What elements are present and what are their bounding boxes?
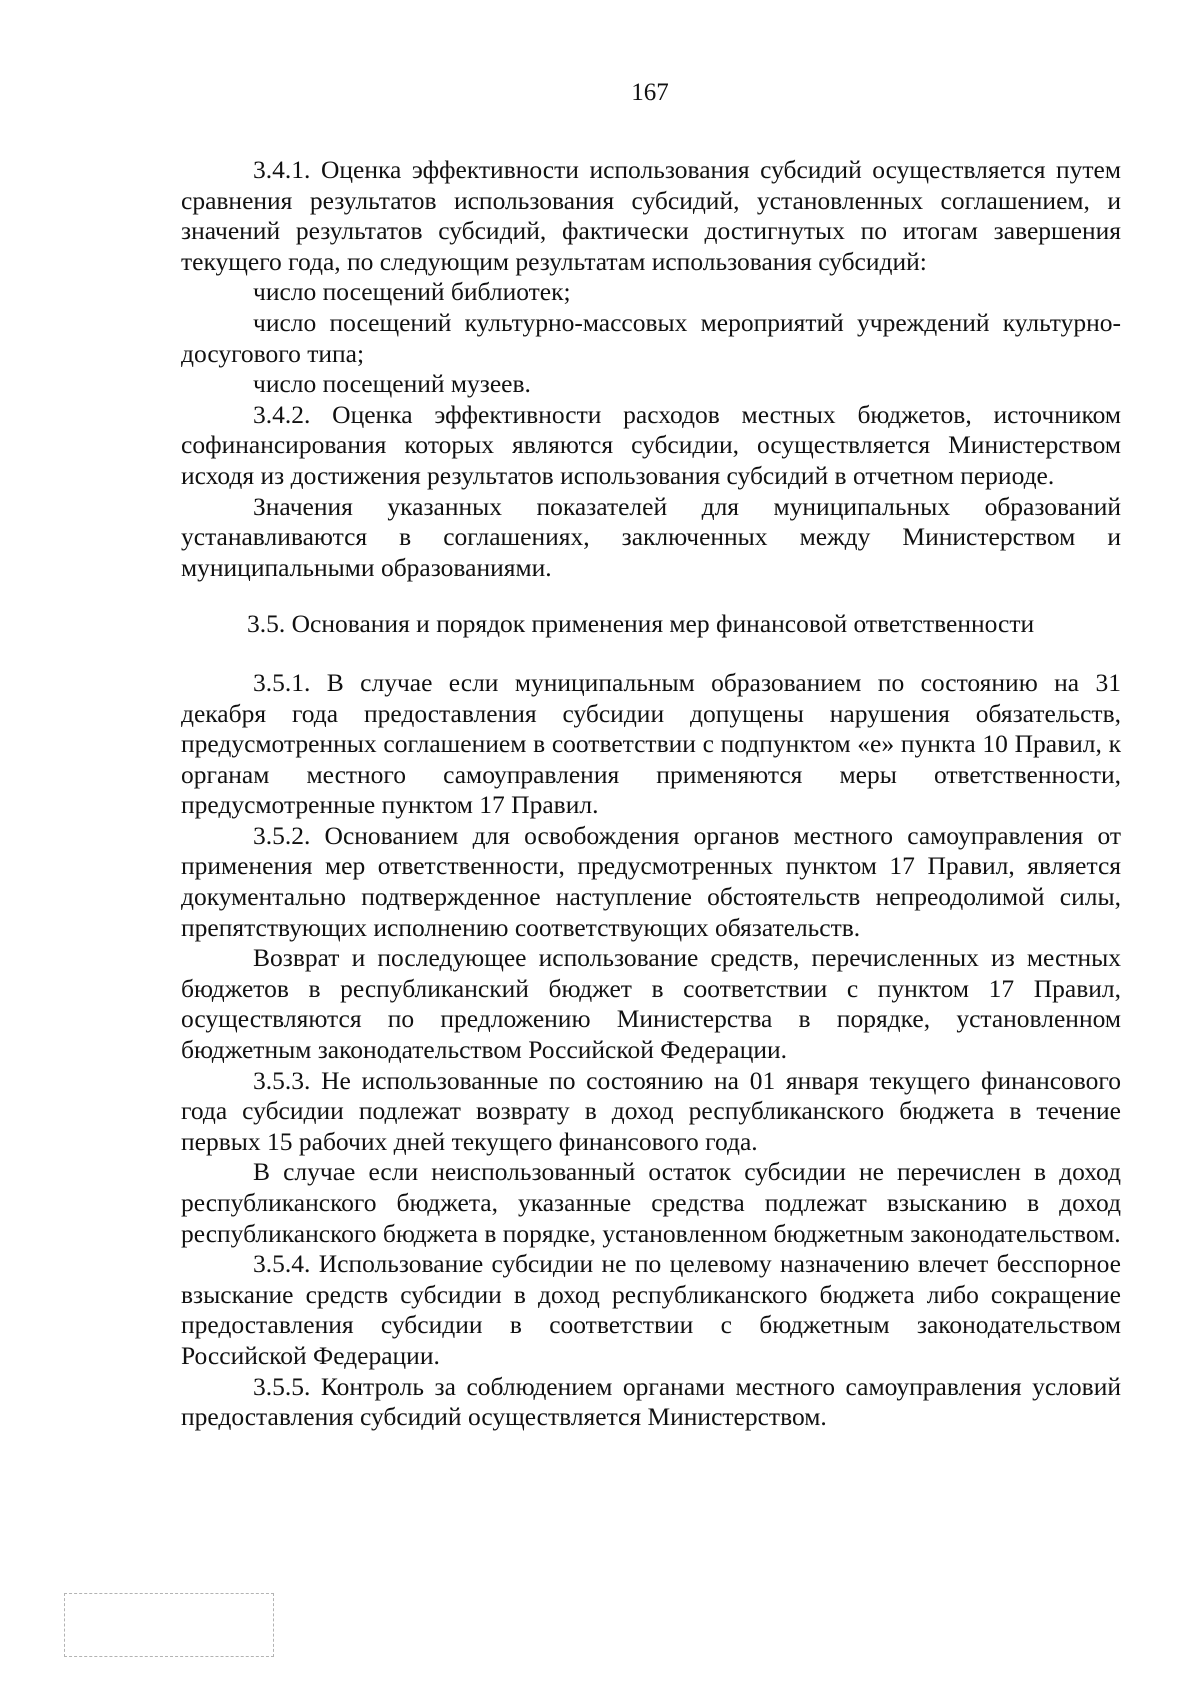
paragraph-3-4-2: 3.4.2. Оценка эффективности расходов местных бюджетов, источником софинансирования которых являются субсидии, осуществляется Министерством исходя из достижения результатов использования субсидий в отчетном периоде. [181, 399, 1121, 490]
paragraph-3-5-2-return: Возврат и последующее использование средств, перечисленных из местных бюджетов в республиканский бюджет в соответствии с пунктом 17 Правил, осуществляются по предложению Министерства в порядке, установленном бюджетным законодательством Российской Федерации. [181, 943, 1121, 1065]
section-heading-3-5: 3.5. Основания и порядок применения мер финансовой ответственности [247, 609, 1035, 639]
document-body [181, 155, 1121, 1433]
faded-stamp [64, 1593, 274, 1657]
paragraph-3-5-4: 3.5.4. Использование субсидии не по целевому назначению влечет бесспорное взыскание средств субсидии в доход республиканского бюджета либо сокращение предоставления субсидии в соответствии с бюджетным законодательством Российской Федерации. [181, 1249, 1121, 1370]
paragraph-3-5-1: 3.5.1. В случае если муниципальным образованием по состоянию на 31 декабря года предоставления субсидии допущены нарушения обязательств, предусмотренных соглашением в соответствии с подпунктом «е» пункта 10 Правил, к органам местного самоуправления применяются меры ответственности, предусмотренные пунктом 17 Правил. [181, 667, 1121, 820]
paragraph-3-4-2-values: Значения указанных показателей для муниципальных образований устанавливаются в соглашениях, заключенных между Министерством и муниципальными образованиями. [181, 491, 1121, 582]
paragraph-3-4-1: 3.4.1. Оценка эффективности использования субсидий осуществляется путем сравнения результатов использования субсидий, установленных соглашением, и значений результатов субсидий, фактически достигнутых по итогам завершения текущего года, по следующим результатам использования субсидий: [181, 155, 1121, 276]
paragraph-3-5-5: 3.5.5. Контроль за соблюдением органами местного самоуправления условий предоставления субсидий осуществляется Министерством. [181, 1371, 1121, 1432]
paragraph-3-5-3: 3.5.3. Не использованные по состоянию на 01 января текущего финансового года субсидии подлежат возврату в доход республиканского бюджета в течение первых 15 рабочих дней текущего финансового года. [181, 1065, 1121, 1156]
list-item-cultural-events: число посещений культурно-массовых мероприятий учреждений культурно-досугового типа; [181, 307, 1121, 368]
paragraph-3-5-3-recovery: В случае если неиспользованный остаток субсидии не перечислен в доход республиканского бюджета, указанные средства подлежат взысканию в доход республиканского бюджета в порядке, установленном бюджетным законодательством. [181, 1157, 1121, 1248]
list-item-museums: число посещений музеев. [253, 369, 531, 399]
list-item-libraries: число посещений библиотек; [253, 277, 571, 307]
page-number: 167 [631, 79, 669, 106]
paragraph-3-5-2: 3.5.2. Основанием для освобождения органов местного самоуправления от применения мер ответственности, предусмотренных пунктом 17 Правил, является документально подтвержденное наступление обстоятельств непреодолимой силы, препятствующих исполнению соответствующих обязательств. [181, 820, 1121, 942]
